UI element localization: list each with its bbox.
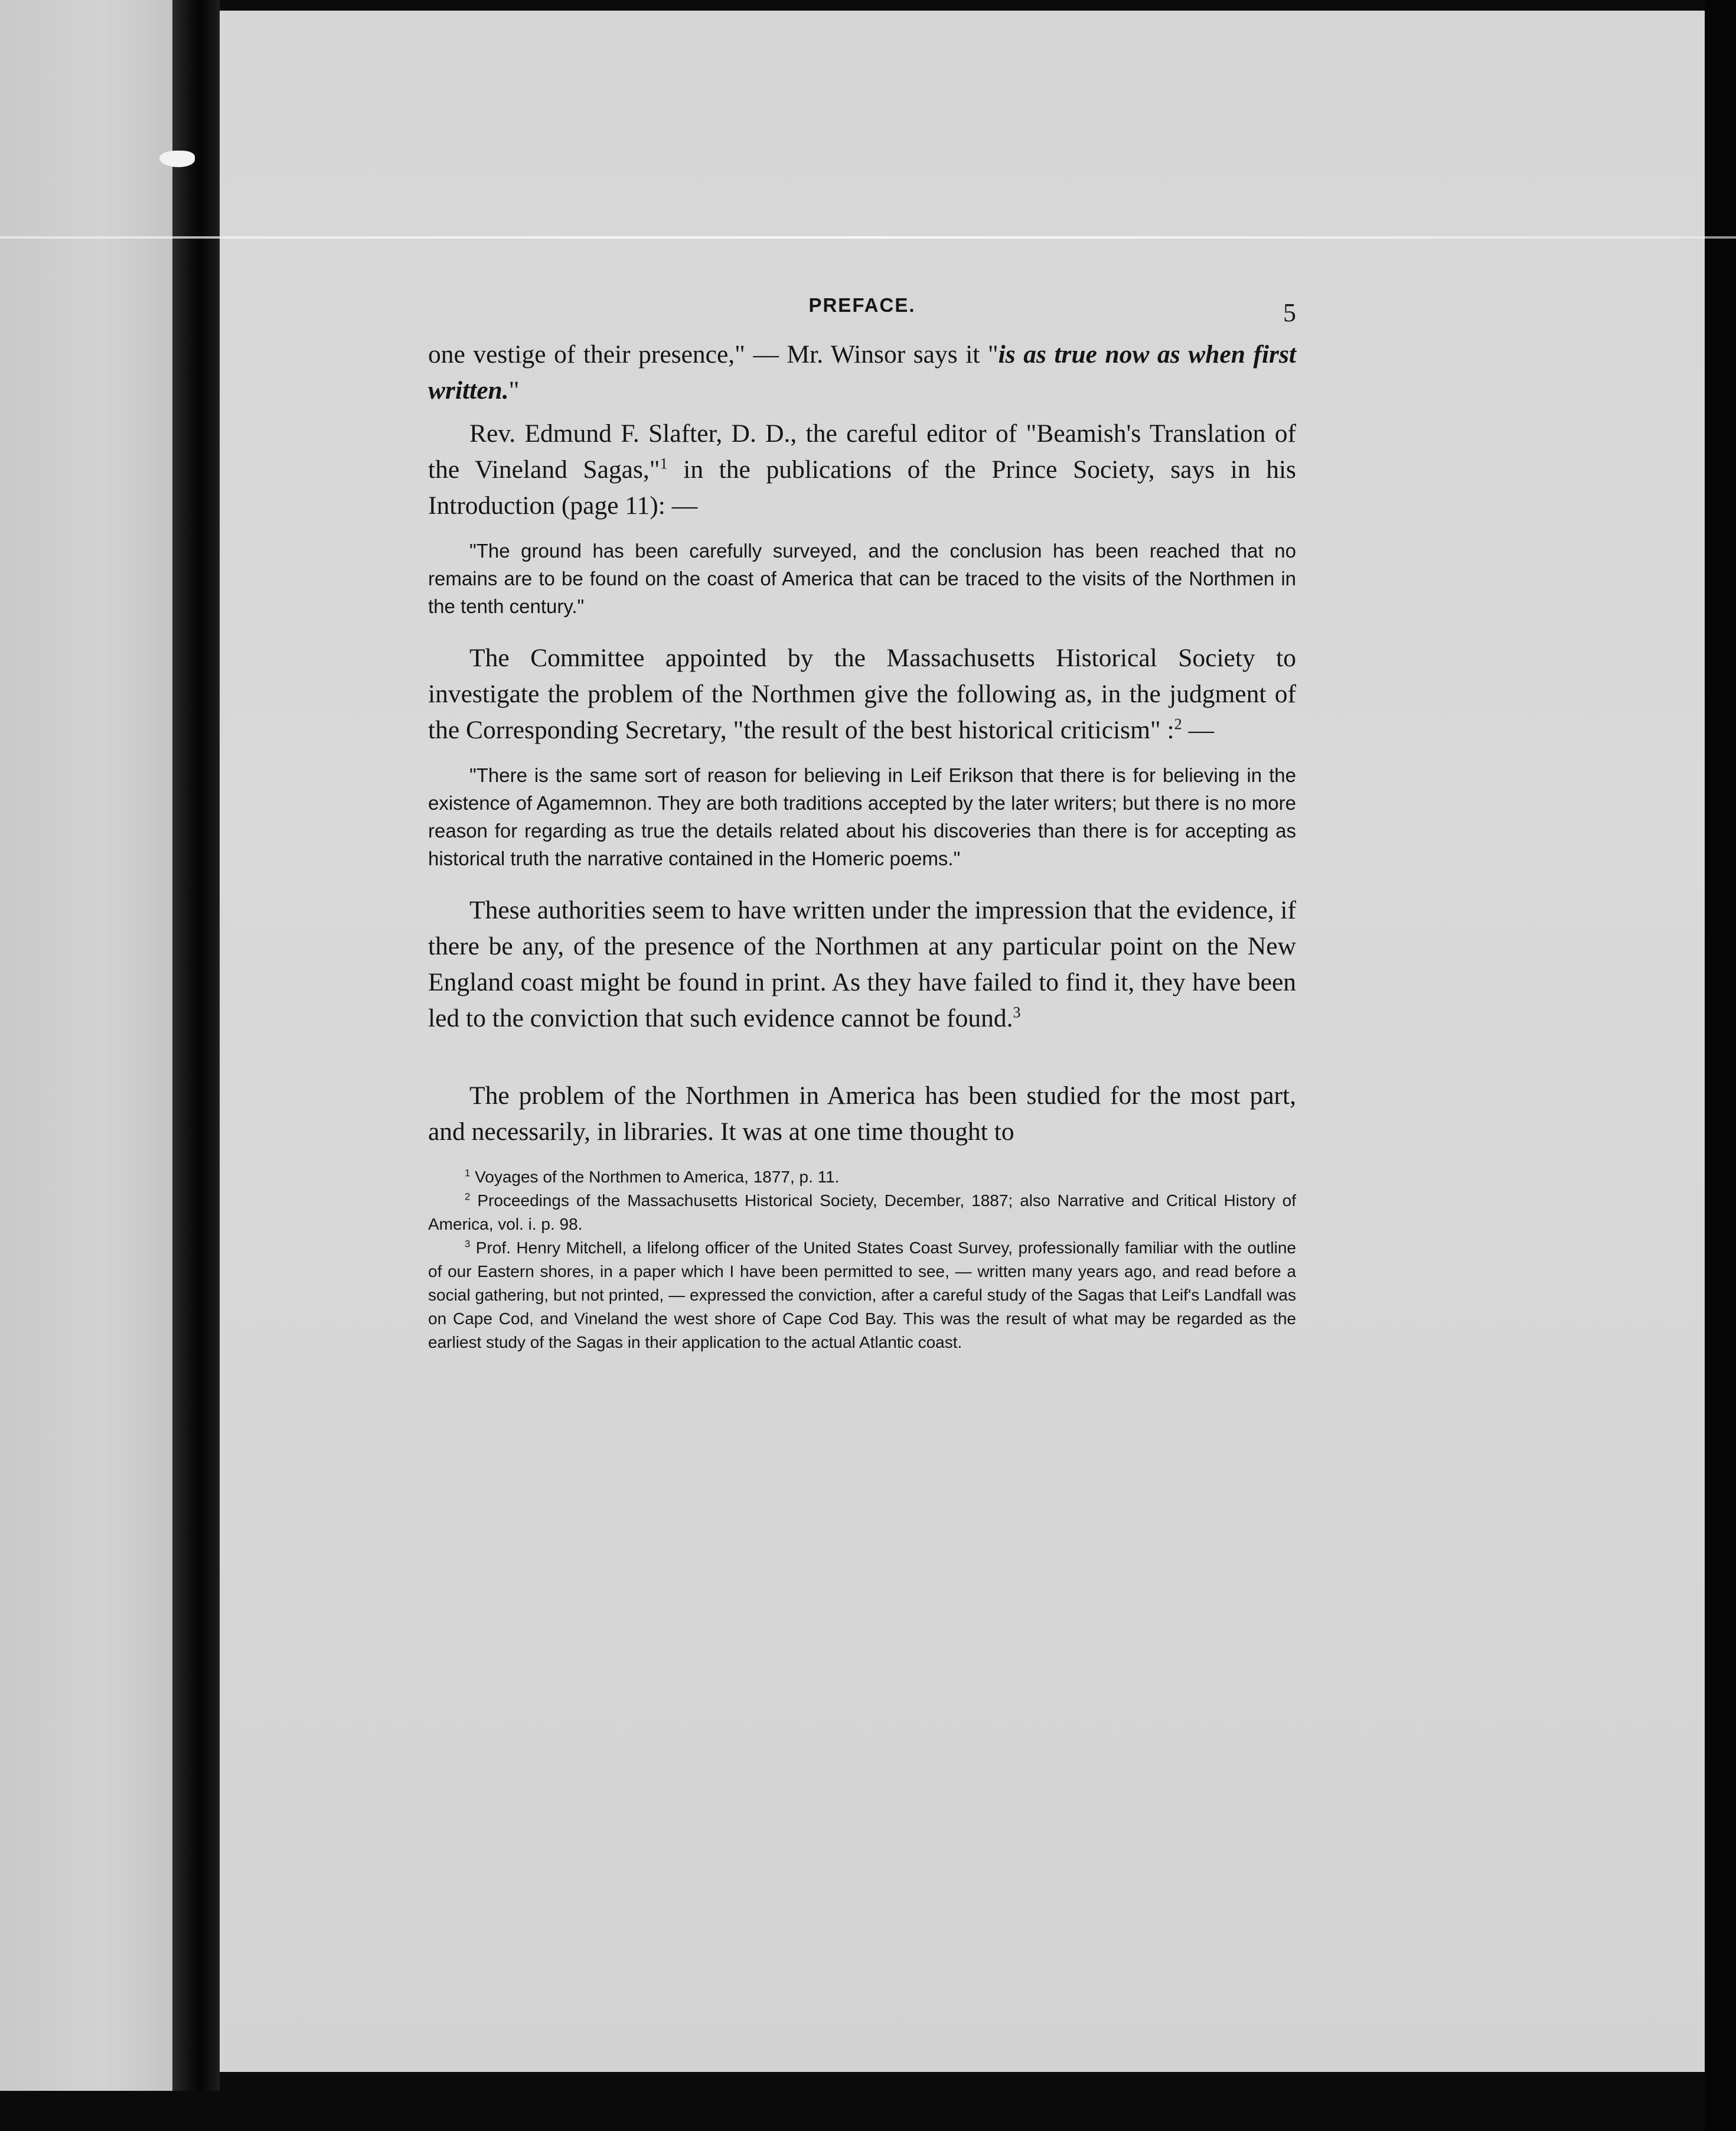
paragraph-3	[428, 640, 1296, 748]
text-span: —	[1182, 716, 1215, 744]
footnote-ref-2: 2	[1174, 715, 1182, 733]
footnote-ref-1: 1	[660, 455, 668, 473]
section-gap	[428, 1037, 1296, 1071]
footnote-3	[428, 1236, 1296, 1354]
text-span: in the publications of the Prince Society, says in his Introduction (page 11): —	[428, 455, 1296, 520]
text-span: one vestige of their presence," — Mr. Winsor says it "	[428, 340, 998, 369]
footnote-mark: 2	[465, 1191, 471, 1203]
scan-border	[1705, 0, 1736, 2131]
footnote-mark: 3	[465, 1238, 471, 1250]
paragraph-5: The problem of the Northmen in America has been studied for the most part, and necessarily, in libraries. It was at one time thought to	[428, 1081, 1296, 1146]
italic-quote: is as true now as when first written.	[428, 340, 1296, 405]
facing-page-edge	[0, 0, 172, 2091]
block-quote-1: "The ground has been carefully surveyed, and the conclusion has been reached that no remains are to be found on the coast of America that can be traced to the visits of the Northmen in the tenth century."	[428, 540, 1296, 617]
running-head	[428, 284, 1296, 337]
text-span: Rev. Edmund F. Slafter, D. D., the careful editor of "Beamish's Translation of the Vineland Sagas,"	[428, 419, 1296, 484]
footnote-text: Voyages of the Northmen to America, 1877, p. 11.	[470, 1168, 840, 1186]
running-head-title: PREFACE.	[808, 294, 916, 316]
book-gutter-shadow	[172, 0, 220, 2091]
footnote-text: Prof. Henry Mitchell, a lifelong officer of the United States Coast Survey, professionally familiar with the outline of our Eastern shores, in a paper which I have been permitted to see, — written many years ago, and read before a social gathering, but not printed, — expressed the conviction, after a careful study of the Sagas that Leif's Landfall was on Cape Cod, and Vineland the west shore of Cape Cod Bay. This was the result of what may be regarded as the earliest study of the Sagas in their application to the actual Atlantic coast.	[428, 1239, 1296, 1351]
paragraph-4	[428, 892, 1296, 1037]
footnote-mark: 1	[465, 1167, 471, 1179]
text-span: The Committee appointed by the Massachusetts Historical Society to investigate the problem of the Northmen give the following as, in the judgment of the Corresponding Secretary, "the result of the best historical criticism" :	[428, 644, 1296, 744]
footnote-text: Proceedings of the Massachusetts Historical Society, December, 1887; also Narrative and Critical History of America, vol. i. p. 98.	[428, 1191, 1296, 1233]
page-number: 5	[1283, 298, 1296, 327]
footnote-2	[428, 1189, 1296, 1236]
text-span: "	[508, 376, 520, 405]
block-quote-2: "There is the same sort of reason for believing in Leif Erikson that there is for believing in the existence of Agamemnon. They are both traditions accepted by the later writers; but there is no more reason for regarding as true the details related about his discoveries than there is for accepting as historical truth the narrative contained in the Homeric poems."	[428, 764, 1296, 869]
paragraph-2	[428, 416, 1296, 524]
footnote-1	[428, 1165, 1296, 1189]
paragraph-1	[428, 337, 1296, 409]
scan-fold-line	[0, 236, 1736, 239]
footnotes	[428, 1165, 1296, 1354]
page-text	[428, 284, 1296, 1354]
footnote-ref-3: 3	[1013, 1003, 1021, 1021]
text-span: These authorities seem to have written under the impression that the evidence, if there be any, of the presence of the Northmen at any particular point on the New England coast might be found in print. As they have failed to find it, they have been led to the conviction that such evidence cannot be found.	[428, 896, 1297, 1032]
